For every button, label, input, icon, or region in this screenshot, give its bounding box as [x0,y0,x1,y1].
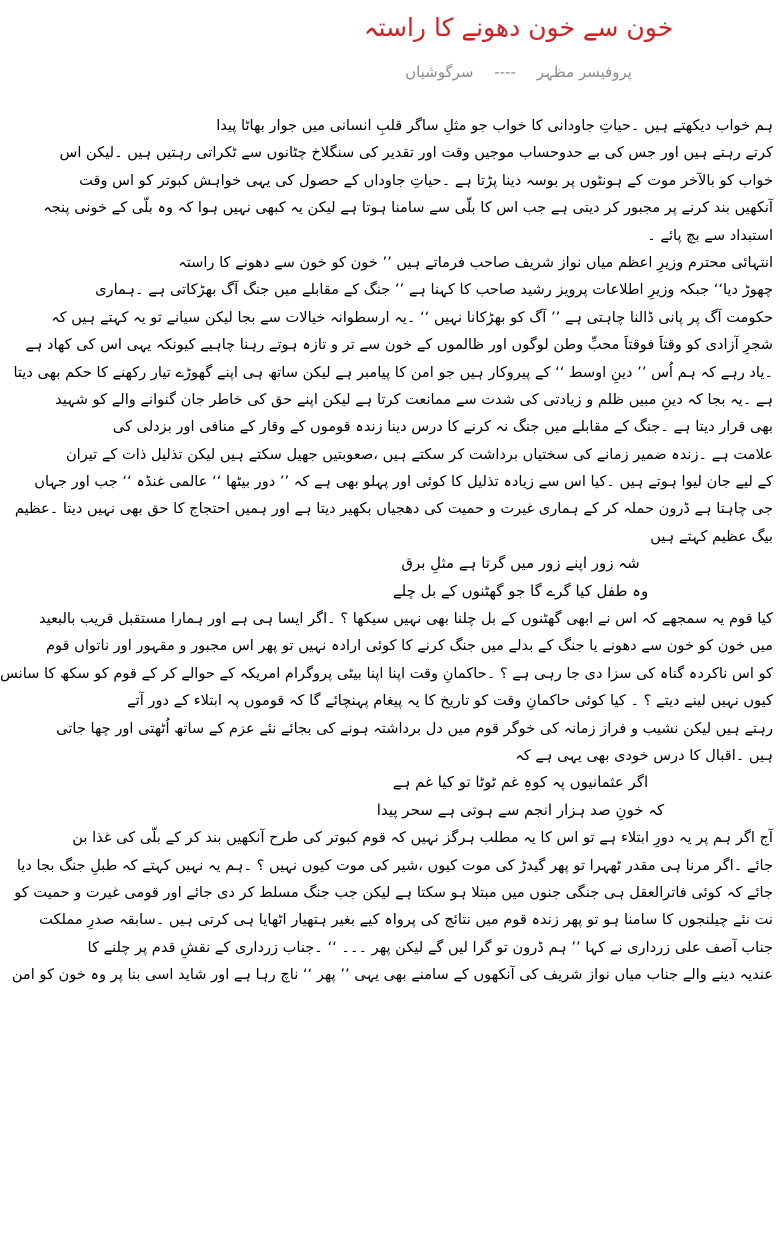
paragraph-line: بھی قرار دیتا ہے ۔جنگ کے مقابلے میں جنگ نہ کرنے کا درس دینا زندہ قوموں کے وقار کے منافی اور بزدلی کی [112,418,773,436]
paragraph-line: کیوں نہیں لینے دیتے ؟ ۔ کیا کوئی حاکمانِ وقت کو تاریخ کا یہ پیغام پہنچائے گا کہ قوموں پہ ابتلاء کے دور آتے [127,692,773,710]
column-name: سرگوشیاں [405,63,474,81]
paragraph-line: کے لیے جان لیوا ہوتے ہیں ۔کیا اس سے زیادہ تذلیل کا کوئی اور پہلو بھی ہے کہ ’’ دور بیٹھا ‘‘ عالمی غنڈہ ‘‘ جب اور جہاں [34,473,773,491]
paragraph-line: جناب آصف علی زرداری نے کہا ’’ ہم ڈرون تو گرا لیں گے لیکن پھر ۔۔۔ ‘‘ ۔جناب زرداری کے نقشِ قدم پر چلنے کا [87,938,773,956]
paragraph-line: ہم خواب دیکھتے ہیں ۔حیاتِ جاودانی کا خواب جو مثلِ ساگر قلبِ انسانی میں جوار بھاٹا پیدا [216,117,773,134]
paragraph-line: شجرِ آزادی کو وقتاََ فوقتاََ محبِّ وطن لوگوں اور ظالموں کے خون سے تر و تازہ ہوتے رہنا چاہیے کیونکہ یہی اس کی کھاد ہے [25,336,773,354]
paragraph-line: میں خون کو خون سے دھونے یا جنگ کے بدلے میں جنگ کرنے کا کوئی ارادہ نہیں تو پھر اس مجبور و مقہور اور ناتواں قوم [45,637,773,655]
byline-separator: ---- [494,63,516,81]
paragraph-line: ہیں ۔اقبال کا درس خودی بھی یہی ہے کہ [515,746,773,764]
paragraph-line: چھوڑ دیا‘‘ جبکہ وزیرِ اطلاعات پرویز رشید صاحب کا کہنا ہے ’’ جنگ کے مقابلے میں جنگ آگ بھڑکاتی ہے ۔ہماری [95,281,773,299]
paragraph-line: خواب کو بالآخر موت کے ہونٹوں پر بوسہ دینا پڑتا ہے ۔حیاتِ جاوداں کے حصول کی یہی خواہش کبوتر کو اس وقت [79,171,773,189]
paragraph-line: عندیہ دینے والے جناب میاں نواز شریف کی آنکھوں کے سامنے بھی یہی ’’ پھر ‘‘ ناچ رہا ہے اور شاید اسی بنا پر وہ خون کو امن [11,966,773,984]
paragraph-line: کرتے رہتے ہیں اور جس کی بے حدوحساب موجیں وقت اور تقدیر کی سنگلاخ چٹانوں سے ٹکراتی رہتیں ہیں ۔لیکن اس [59,144,773,162]
paragraph-line: علامت ہے ۔زندہ ضمیر زمانے کی سختیاں برداشت کر سکتے ہیں ،صعوبتیں جھیل سکتے ہیں لیکن تذلیل ذات کے تیران [65,445,773,463]
article-body [0,112,773,989]
paragraph-line: آنکھیں بند کرنے پر مجبور کر دیتی ہے جب اس کا بلّی سے سامنا ہوتا ہے لیکن یہ کبھی نہیں ہوا کہ وہ بلّی کے خونی پنجہ [43,199,773,217]
verse-couplet [268,550,773,605]
paragraph-line: آج اگر ہم پر یہ دورِ ابتلاء ہے تو اس کا یہ مطلب ہرگز نہیں کہ قوم کبوتر کی طرح آنکھیں بند کر کے بلّی کی غذا بن [72,829,773,847]
paragraph-line: انتہائی محترم وزیرِ اعظم میاں نواز شریف صاحب فرماتے ہیں ’’ خون کو خون سے دھونے کا راستہ [178,253,773,271]
paragraph-line: رہتے ہیں لیکن نشیب و فراز زمانہ کی خوگر قوم میں دل برداشتہ ہونے کی بجائے نئے عزم کے ساتھ اُٹھتی اور چھا جاتی [56,719,773,737]
byline [254,58,783,86]
paragraph-line: حکومت آگ پر پانی ڈالنا چاہتی ہے ’’ آگ کو بھڑکانا نہیں ‘‘ ۔یہ ارسطوانہ خیالات سے بجا لیکن سیانے تو یہ کہتے ہیں کہ [51,308,773,326]
paragraph-line: استبداد سے بچ پائے ۔ [647,226,773,244]
paragraph-line: بیگ عظیم کہتے ہیں [650,527,773,545]
author-name: پروفیسر مظہر [536,63,632,81]
paragraph-line: جی چاہتا ہے ڈرون حملہ کر کے ہماری غیرت و حمیت کی دھجیاں بکھیر دیتا ہے اور ہمیں احتجاج کا حق بھی نہیں دیتا ۔عظیم [14,500,773,518]
paragraph-line: جائے ۔اگر مرنا ہی مقدر ٹھہرا تو پھر گیدڑ کی موت کیوں ،شیر کی موت کیوں نہیں ؟ ۔ہم یہ نہیں کہتے کہ طبلِ جنگ بجا دیا [16,856,773,874]
paragraph [11,824,773,988]
paragraph [43,112,773,249]
verse-line: اگر عثمانیوں پہ کوہِ غم ٹوٹا تو کیا غم ہے [392,773,649,792]
paragraph-line: نت نئے چیلنجوں کا سامنا ہو تو پھر زندہ قوم میں نتائج کی پرواہ کیے بغیر ہتھیار اٹھایا ہی کرتی ہیں ۔سابقہ صدرِ مملکت [39,911,773,929]
verse-line: وہ طفل کیا گرے گا جو گھٹنوں کے بل چلے [392,581,649,600]
verse-couplet [268,769,773,824]
paragraph-line: ۔یاد رہے کہ ہم اُس ’’ دینِ اوسط ‘‘ کے پیروکار ہیں جو امن کا پیامبر ہے لیکن ساتھ ہی اپنے گھوڑے تیار رکھنے کا حکم بھی دیتا [13,363,773,381]
article-title: خون سے خون دھونے کا راستہ [363,13,674,42]
paragraph [13,249,773,550]
paragraph-line: جائے کہ کوئی فاترالعقل ہی جنگی جنوں میں مبتلا ہو سکتا ہے لیکن جب جنگ مسلط کر دی جائے اور قومی غیرت و حمیت کو [14,883,773,901]
paragraph-line: کیا قوم یہ سمجھے کہ اس نے ابھی گھٹنوں کے بل چلنا بھی نہیں سیکھا ؟ ۔اگر ایسا ہی ہے اور ہمارا مستقبل قریب بالبعید [38,610,773,628]
paragraph-line: ہے ۔یہ بجا کہ دینِ مبیں ظلم و زیادتی کی شدت سے ممانعت کرتا ہے لیکن اپنے حق کی خاطر جان گنوانے والے کو شہید [55,390,773,408]
verse-line: کہ خونِ صد ہزار انجم سے ہوتی ہے سحر پیدا [376,800,665,819]
verse-line: شہ زور اپنے زور میں گرتا ہے مثلِ برق [401,554,640,573]
paragraph-line: کو اس ناکردہ گناہ کی سزا دی جا رہی ہے ؟ ۔حاکمانِ وقت اپنا اپنا بیٹی پروگرام امریکہ کے حوالے کر کے قوم کو سکھ کا سانس [0,664,773,682]
paragraph [0,605,773,769]
